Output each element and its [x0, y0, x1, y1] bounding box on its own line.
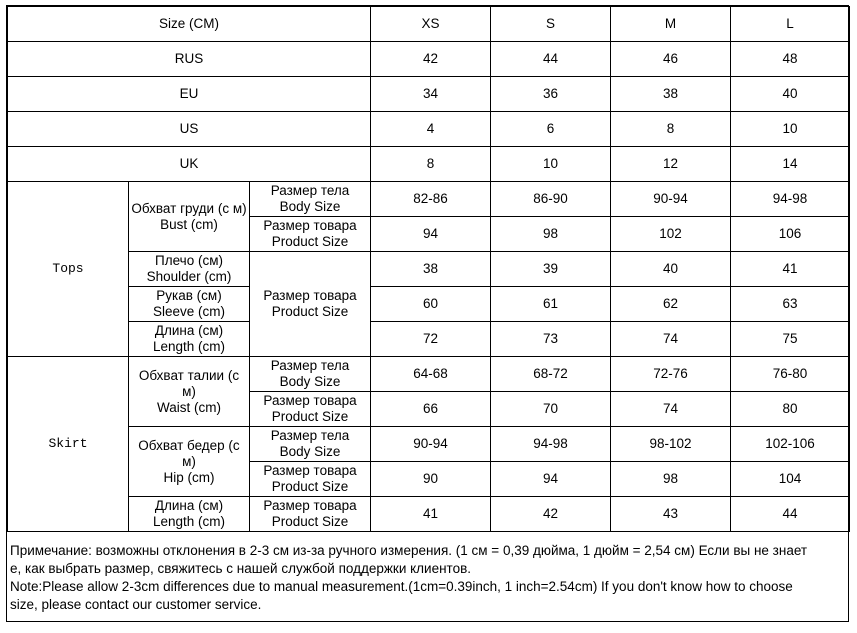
table-cell: 98: [611, 462, 731, 497]
table-cell: 41: [371, 497, 491, 532]
skirt-section-label: Skirt: [8, 357, 129, 532]
skirt-waist-body-row: [8, 357, 850, 392]
table-cell: 102-106: [731, 427, 850, 462]
table-cell: 86-90: [491, 182, 611, 217]
bust-label: [129, 182, 250, 252]
body-size-label-ru: Размер тела: [270, 183, 350, 198]
table-cell: 98-102: [611, 427, 731, 462]
table-cell: 12: [611, 147, 731, 182]
table-cell: 40: [731, 77, 850, 112]
sleeve-label: [129, 287, 250, 322]
table-cell: 10: [491, 147, 611, 182]
product-size-label: [250, 217, 371, 252]
tops-bust-body-row: [8, 182, 850, 217]
table-cell: 60: [371, 287, 491, 322]
table-cell: 90: [371, 462, 491, 497]
hip-label: [129, 427, 250, 497]
tops-sleeve-row: [8, 287, 850, 322]
conversion-row-eu: [8, 77, 850, 112]
table-cell: 4: [371, 112, 491, 147]
sleeve-label-en: Sleeve (cm): [152, 304, 225, 319]
product-size-label-ru: Размер товара: [263, 498, 357, 513]
conversion-row-rus: [8, 42, 850, 77]
table-cell: 106: [731, 217, 850, 252]
product-size-label-en: Product Size: [271, 304, 349, 319]
product-size-label-ru: Размер товара: [263, 393, 357, 408]
waist-label-ru: Обхват талии (с м): [138, 367, 240, 399]
note-ru-line1: Примечание: возможны отклонения в 2-3 см из-за ручного измерения. (1 см = 0,39 дюйма, 1 дюйм = 2,54 см) Если вы не знает: [10, 543, 808, 558]
size-header-label: Size (CM): [8, 7, 371, 42]
table-cell: 98: [491, 217, 611, 252]
table-cell: 74: [611, 322, 731, 357]
table-cell: 61: [491, 287, 611, 322]
length-label: [129, 322, 250, 357]
shoulder-label-ru: Плечо (см): [155, 253, 223, 268]
tops-length-row: [8, 322, 850, 357]
table-cell: 41: [731, 252, 850, 287]
product-size-label-ru: Размер товара: [263, 218, 357, 233]
table-cell: 38: [611, 77, 731, 112]
product-size-label-ru: Размер товара: [263, 463, 357, 478]
table-cell: 10: [731, 112, 850, 147]
length-label-ru: Длина (см): [154, 323, 224, 338]
table-cell: 68-72: [491, 357, 611, 392]
table-cell: 64-68: [371, 357, 491, 392]
table-cell: 74: [611, 392, 731, 427]
note-en-line1: Note:Please allow 2-3cm differences due to manual measurement.(1cm=0.39inch, 1 inch=2.54cm) If you don't know how to choose: [10, 579, 793, 594]
table-cell: 42: [491, 497, 611, 532]
table-cell: 104: [731, 462, 850, 497]
bust-label-en: Bust (cm): [160, 216, 218, 232]
table-cell: 40: [611, 252, 731, 287]
table-cell: 44: [731, 497, 850, 532]
body-size-label-ru: Размер тела: [270, 358, 350, 373]
table-cell: 72-76: [611, 357, 731, 392]
body-size-label-ru: Размер тела: [270, 428, 350, 443]
product-size-label: [250, 462, 371, 497]
conversion-label: RUS: [8, 42, 371, 77]
body-size-label: [250, 357, 371, 392]
header-row: [8, 7, 850, 42]
table-cell: 94: [371, 217, 491, 252]
waist-label-en: Waist (cm): [157, 399, 221, 415]
table-cell: 14: [731, 147, 850, 182]
skirt-length-row: [8, 497, 850, 532]
measurement-note: [7, 534, 848, 622]
product-size-label: [250, 497, 371, 532]
size-chart: [6, 5, 849, 622]
sleeve-label-ru: Рукав (см): [156, 288, 222, 303]
conversion-label: UK: [8, 147, 371, 182]
shoulder-label-en: Shoulder (cm): [146, 269, 232, 284]
size-m: M: [611, 7, 731, 42]
tops-shoulder-row: [8, 252, 850, 287]
table-cell: 48: [731, 42, 850, 77]
table-cell: 90-94: [611, 182, 731, 217]
length-label-en: Length (cm): [152, 514, 226, 529]
product-size-label-en: Product Size: [271, 479, 349, 494]
table-cell: 102: [611, 217, 731, 252]
conversion-label: EU: [8, 77, 371, 112]
table-cell: 82-86: [371, 182, 491, 217]
bust-label-ru: Обхват груди (с м): [131, 200, 247, 216]
size-l: L: [731, 7, 850, 42]
body-size-label-en: Body Size: [279, 199, 341, 214]
conversion-row-uk: [8, 147, 850, 182]
table-cell: 94: [491, 462, 611, 497]
table-cell: 80: [731, 392, 850, 427]
table-cell: 75: [731, 322, 850, 357]
product-size-label: [250, 252, 371, 357]
table-cell: 70: [491, 392, 611, 427]
product-size-label-en: Product Size: [271, 409, 349, 424]
table-cell: 43: [611, 497, 731, 532]
tops-section-label: Tops: [8, 182, 129, 357]
length-label-ru: Длина (см): [154, 498, 224, 513]
table-cell: 6: [491, 112, 611, 147]
table-cell: 94-98: [731, 182, 850, 217]
table-cell: 44: [491, 42, 611, 77]
table-cell: 46: [611, 42, 731, 77]
length-label: [129, 497, 250, 532]
size-s: S: [491, 7, 611, 42]
table-cell: 90-94: [371, 427, 491, 462]
table-cell: 38: [371, 252, 491, 287]
product-size-label-ru: Размер товара: [263, 288, 357, 303]
hip-label-ru: Обхват бедер (с м): [138, 437, 240, 469]
conversion-row-us: [8, 112, 850, 147]
table-cell: 34: [371, 77, 491, 112]
table-cell: 72: [371, 322, 491, 357]
body-size-label: [250, 427, 371, 462]
skirt-hip-body-row: [8, 427, 850, 462]
product-size-label: [250, 392, 371, 427]
table-cell: 63: [731, 287, 850, 322]
note-ru-line2: е, как выбрать размер, свяжитесь с нашей службой поддержки клиентов.: [10, 561, 472, 576]
table-cell: 62: [611, 287, 731, 322]
table-cell: 36: [491, 77, 611, 112]
size-xs: XS: [371, 7, 491, 42]
table-cell: 8: [371, 147, 491, 182]
hip-label-en: Hip (cm): [163, 469, 215, 485]
table-cell: 94-98: [491, 427, 611, 462]
table-cell: 39: [491, 252, 611, 287]
table-cell: 76-80: [731, 357, 850, 392]
waist-label: [129, 357, 250, 427]
body-size-label: [250, 182, 371, 217]
table-cell: 42: [371, 42, 491, 77]
body-size-label-en: Body Size: [279, 374, 341, 389]
size-table: [7, 6, 850, 532]
product-size-label-en: Product Size: [271, 514, 349, 529]
body-size-label-en: Body Size: [279, 444, 341, 459]
table-cell: 66: [371, 392, 491, 427]
table-cell: 73: [491, 322, 611, 357]
product-size-label-en: Product Size: [271, 234, 349, 249]
length-label-en: Length (cm): [152, 339, 226, 354]
conversion-label: US: [8, 112, 371, 147]
shoulder-label: [129, 252, 250, 287]
table-cell: 8: [611, 112, 731, 147]
note-en-line2: size, please contact our customer service.: [10, 597, 262, 612]
